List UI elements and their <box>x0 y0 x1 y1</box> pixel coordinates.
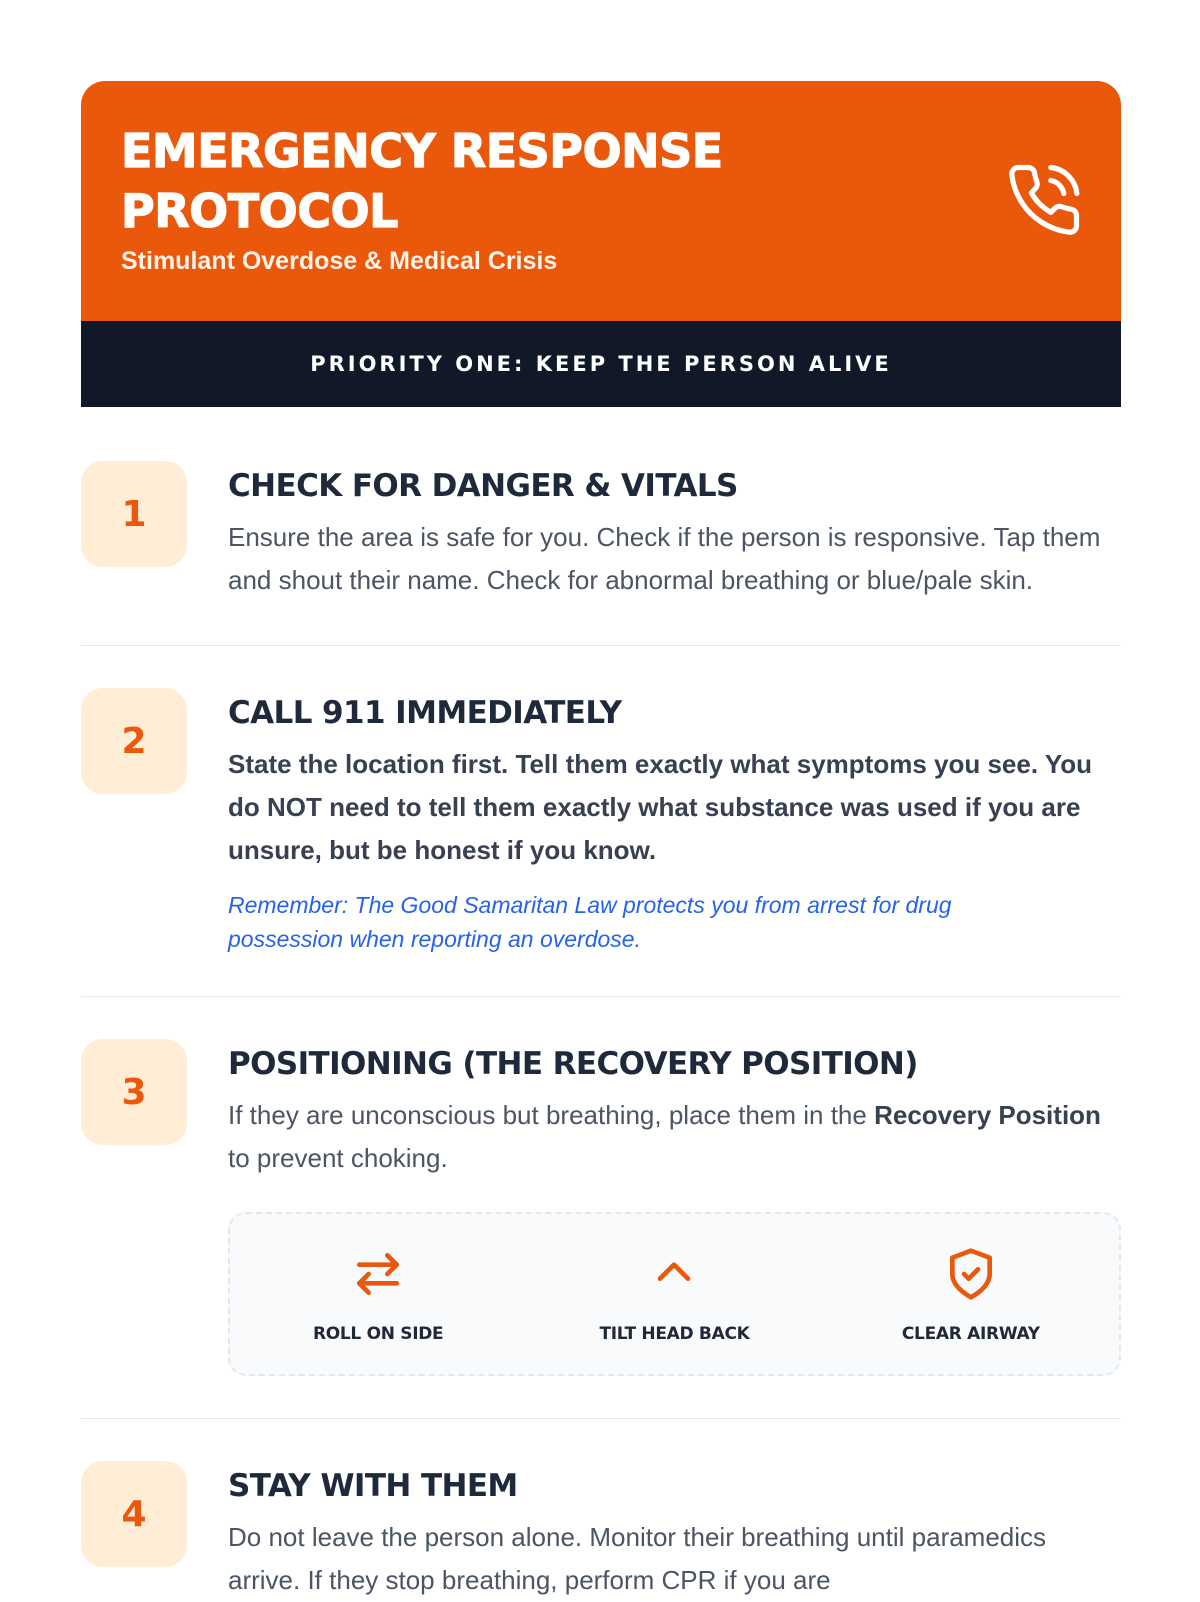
action-label: CLEAR AIRWAY <box>901 1324 1040 1344</box>
chevron-up-icon <box>646 1246 702 1302</box>
shield-check-icon <box>943 1246 999 1302</box>
recovery-position-emphasis: Recovery Position <box>874 1100 1101 1130</box>
step-title: CHECK FOR DANGER & VITALS <box>228 468 738 504</box>
protocol-header <box>81 81 1121 321</box>
step-text-part: If they are unconscious but breathing, place them in the <box>228 1100 875 1130</box>
step-number-badge: 1 <box>81 461 187 567</box>
action-clear-airway <box>871 1246 1071 1344</box>
action-tilt-head-back <box>574 1246 774 1344</box>
step-title: POSITIONING (THE RECOVERY POSITION) <box>228 1046 918 1082</box>
step-title: CALL 911 IMMEDIATELY <box>228 695 622 731</box>
action-label: ROLL ON SIDE <box>312 1324 444 1344</box>
good-samaritan-note: Remember: The Good Samaritan Law protects you from arrest for drug possession when reporting an overdose. <box>228 892 952 952</box>
swap-arrows-icon <box>350 1246 406 1302</box>
step-number-badge: 2 <box>81 688 187 794</box>
step-1 <box>81 461 1121 646</box>
protocol-card <box>81 81 1121 1602</box>
priority-banner: PRIORITY ONE: KEEP THE PERSON ALIVE <box>81 321 1121 407</box>
step-2 <box>81 688 1121 997</box>
phone-call-icon <box>1005 161 1083 239</box>
step-number-badge: 3 <box>81 1039 187 1145</box>
recovery-position-steps <box>228 1212 1121 1376</box>
step-description: Ensure the area is safe for you. Check if the person is responsive. Tap them and shout their name. Check for abnormal breathing or blue/pale skin. <box>228 522 1101 595</box>
step-3 <box>81 1039 1121 1419</box>
step-title: STAY WITH THEM <box>228 1468 518 1504</box>
page-subtitle: Stimulant Overdose & Medical Crisis <box>121 247 558 275</box>
step-number-badge: 4 <box>81 1461 187 1567</box>
action-roll-on-side <box>278 1246 478 1344</box>
step-description: State the location first. Tell them exactly what symptoms you see. You do NOT need to tell them exactly what substance was used if you are unsure, but be honest if you know. <box>228 749 1093 865</box>
step-description: Do not leave the person alone. Monitor their breathing until paramedics arrive. If they stop breathing, perform CPR if you are <box>228 1522 1047 1595</box>
page-title: EMERGENCY RESPONSE PROTOCOL <box>121 124 723 238</box>
action-label: TILT HEAD BACK <box>599 1324 750 1344</box>
step-4 <box>81 1461 1121 1602</box>
step-text-part: to prevent choking. <box>228 1143 448 1173</box>
step-description <box>228 1094 1121 1180</box>
